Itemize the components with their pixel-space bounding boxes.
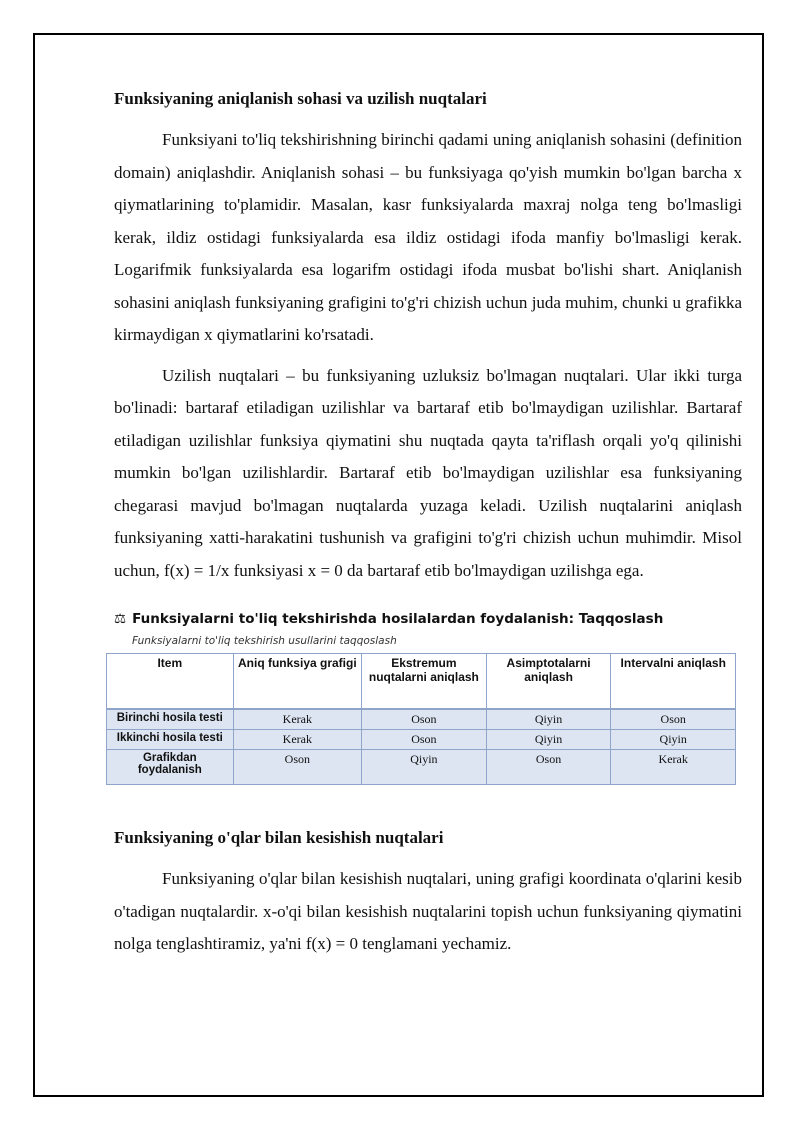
table-cell: Qiyin <box>611 730 736 750</box>
table-row <box>107 750 736 785</box>
row-header: Grafikdan foydalanish <box>107 750 234 785</box>
table-cell: Oson <box>611 709 736 730</box>
column-header: Intervalni aniqlash <box>611 654 736 710</box>
table-row <box>107 730 736 750</box>
table-caption <box>114 611 742 627</box>
table-caption-text: Funksiyalarni to'liq tekshirishda hosilalardan foydalanish: Taqqoslash <box>132 611 664 627</box>
document-body <box>114 84 742 961</box>
paragraph: Funksiyaning o'qlar bilan kesishish nuqtalari, uning grafigi koordinata o'qlarini kesib o'tadigan nuqtalardir. x-o'qi bilan kesishish nuqtalarini topish uchun funksiyaning qiymatini nolga tenglashtiramiz, ya'ni f(x) = 0 tenglamani yechamiz. <box>114 869 742 953</box>
scale-icon: ⚖ <box>114 611 127 627</box>
table-cell: Oson <box>362 709 487 730</box>
column-header: Ekstremum nuqtalarni aniqlash <box>362 654 487 710</box>
table-cell: Qiyin <box>362 750 487 785</box>
table-cell: Oson <box>233 750 361 785</box>
table-cell: Kerak <box>611 750 736 785</box>
table-cell: Oson <box>362 730 487 750</box>
comparison-table <box>106 653 736 785</box>
row-header: Ikkinchi hosila testi <box>107 730 234 750</box>
table-header-row <box>107 654 736 710</box>
section-heading: Funksiyaning o'qlar bilan kesishish nuqtalari <box>114 828 444 847</box>
table-cell: Kerak <box>233 730 361 750</box>
table-row <box>107 709 736 730</box>
table-cell: Kerak <box>233 709 361 730</box>
row-header: Birinchi hosila testi <box>107 709 234 730</box>
paragraph: Uzilish nuqtalari – bu funksiyaning uzluksiz bo'lmagan nuqtalari. Ular ikki turga bo'linadi: bartaraf etiladigan uzilishlar va bartaraf etib bo'lmaydigan uzilishlar. Bartaraf etiladigan uzilishlar funksiya qiymatini shu nuqtada qayta ta'riflash orqali yo'q qilinishi mumkin bo'lgan uzilishlardir. Bartaraf etib bo'lmaydigan uzilishlar esa funksiyaning chegarasi mavjud bo'lmagan nuqtalarda yuzaga keladi. Uzilish nuqtalarini aniqlash funksiyaning xatti-harakatini tushunish va grafigini to'g'ri chizish uchun muhimdir. Misol uchun, f(x) = 1/x funksiyasi x = 0 da bartaraf etib bo'lmaydigan uzilishga ega. <box>114 365 742 580</box>
section-heading: Funksiyaning aniqlanish sohasi va uzilish nuqtalari <box>114 89 487 108</box>
table-subcaption: Funksiyalarni to'liq tekshirish usullarini taqqoslash <box>132 635 397 647</box>
column-header: Aniq funksiya grafigi <box>233 654 361 710</box>
column-header: Item <box>107 654 234 710</box>
table-cell: Qiyin <box>486 709 611 730</box>
paragraph: Funksiyani to'liq tekshirishning birinchi qadami uning aniqlanish sohasini (definition domain) aniqlashdir. Aniqlanish sohasi – bu funksiyaga qo'yish mumkin bo'lgan barcha x qiymatlarining to'plamidir. Masalan, kasr funksiyalarda maxraj nolga teng bo'lmasligi kerak, ildiz ostidagi funksiyalarda esa ildiz ostidagi ifoda manfiy bo'lmasligi kerak. Logarifmik funksiyalarda esa logarifm ostidagi ifoda musbat bo'lishi shart. Aniqlanish sohasini aniqlash funksiyaning grafigini to'g'ri chizish uchun juda muhim, chunki u grafikka kirmaydigan x qiymatlarini ko'rsatadi. <box>114 130 742 344</box>
column-header: Asimptotalarni aniqlash <box>486 654 611 710</box>
table-cell: Qiyin <box>486 730 611 750</box>
table-cell: Oson <box>486 750 611 785</box>
